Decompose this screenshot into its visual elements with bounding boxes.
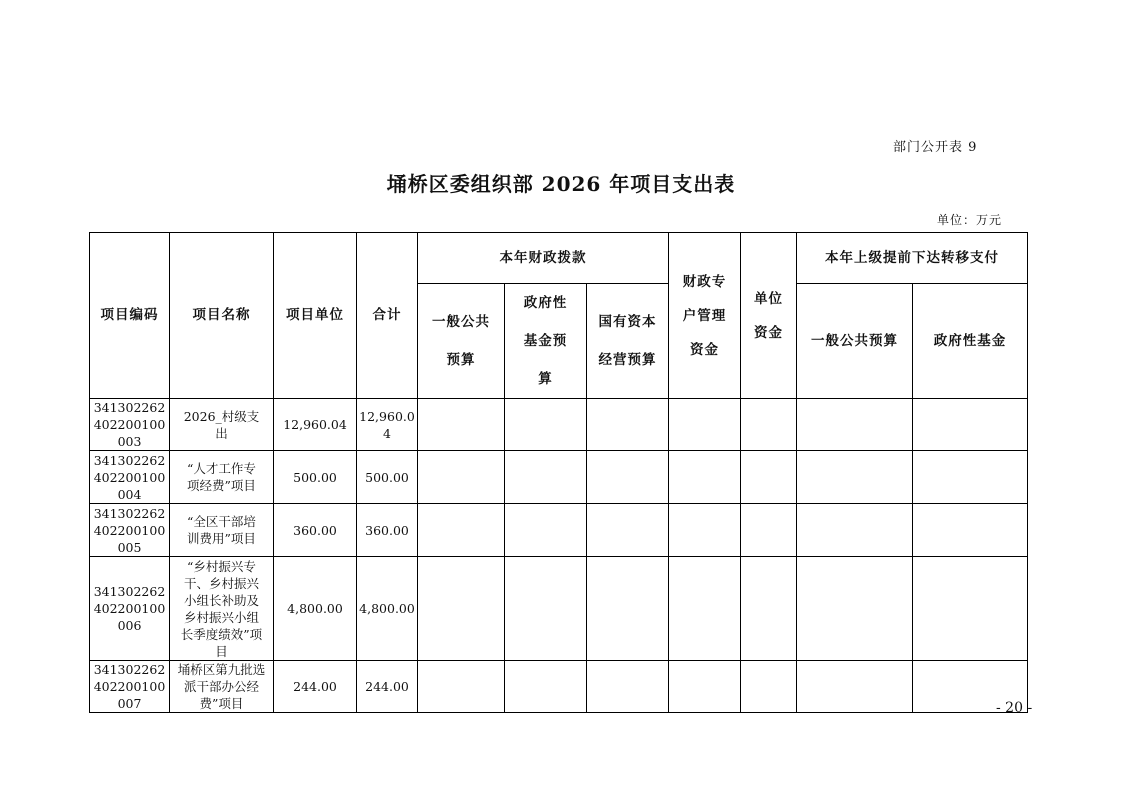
table-row [90, 504, 1028, 557]
row-code: 341302262402200100007 [90, 661, 170, 713]
header-code: 项目编码 [90, 233, 170, 399]
table-row [90, 557, 1028, 661]
page-number: - 20 - [996, 700, 1033, 716]
row-total-value: 4,800.00 [357, 557, 418, 661]
header-special-fund: 财政专户管理资金 [669, 233, 741, 399]
header-transfer-group: 本年上级提前下达转移支付 [797, 233, 1028, 284]
row-code: 341302262402200100005 [90, 504, 170, 557]
table-row [90, 661, 1028, 713]
row-name: 埇桥区第九批选派干部办公经费”项目 [170, 661, 274, 713]
row-name: “乡村振兴专干、乡村振兴小组长补助及乡村振兴小组长季度绩效”项目 [170, 557, 274, 661]
row-code: 341302262402200100003 [90, 399, 170, 451]
header-fiscal-group: 本年财政拨款 [418, 233, 669, 284]
row-dept-value: 4,800.00 [274, 557, 357, 661]
header-unit-fund: 单位资金 [741, 233, 797, 399]
table-row [90, 451, 1028, 504]
header-transfer-gov-fund: 政府性基金 [913, 284, 1028, 399]
row-name: “全区干部培训费用”项目 [170, 504, 274, 557]
header-total: 合计 [357, 233, 418, 399]
unit-label: 单位：万元 [937, 213, 1003, 227]
row-dept-value: 500.00 [274, 451, 357, 504]
table-number-tag: 部门公开表 9 [893, 140, 978, 155]
row-total-value: 12,960.04 [357, 399, 418, 451]
row-total-value: 244.00 [357, 661, 418, 713]
header-gov-fund-budget: 政府性基金预算 [505, 284, 587, 399]
header-name: 项目名称 [170, 233, 274, 399]
header-state-capital-budget: 国有资本经营预算 [587, 284, 669, 399]
row-dept-value: 12,960.04 [274, 399, 357, 451]
header-transfer-general: 一般公共预算 [797, 284, 913, 399]
row-name: “人才工作专项经费”项目 [170, 451, 274, 504]
row-total-value: 500.00 [357, 451, 418, 504]
row-code: 341302262402200100004 [90, 451, 170, 504]
header-general-budget: 一般公共预算 [418, 284, 505, 399]
project-expenditure-table [89, 232, 1028, 713]
row-dept-value: 360.00 [274, 504, 357, 557]
row-name: 2026_村级支出 [170, 399, 274, 451]
table-row [90, 399, 1028, 451]
row-dept-value: 244.00 [274, 661, 357, 713]
row-total-value: 360.00 [357, 504, 418, 557]
header-dept: 项目单位 [274, 233, 357, 399]
row-code: 341302262402200100006 [90, 557, 170, 661]
page-title: 埇桥区委组织部 2026 年项目支出表 [386, 172, 736, 196]
